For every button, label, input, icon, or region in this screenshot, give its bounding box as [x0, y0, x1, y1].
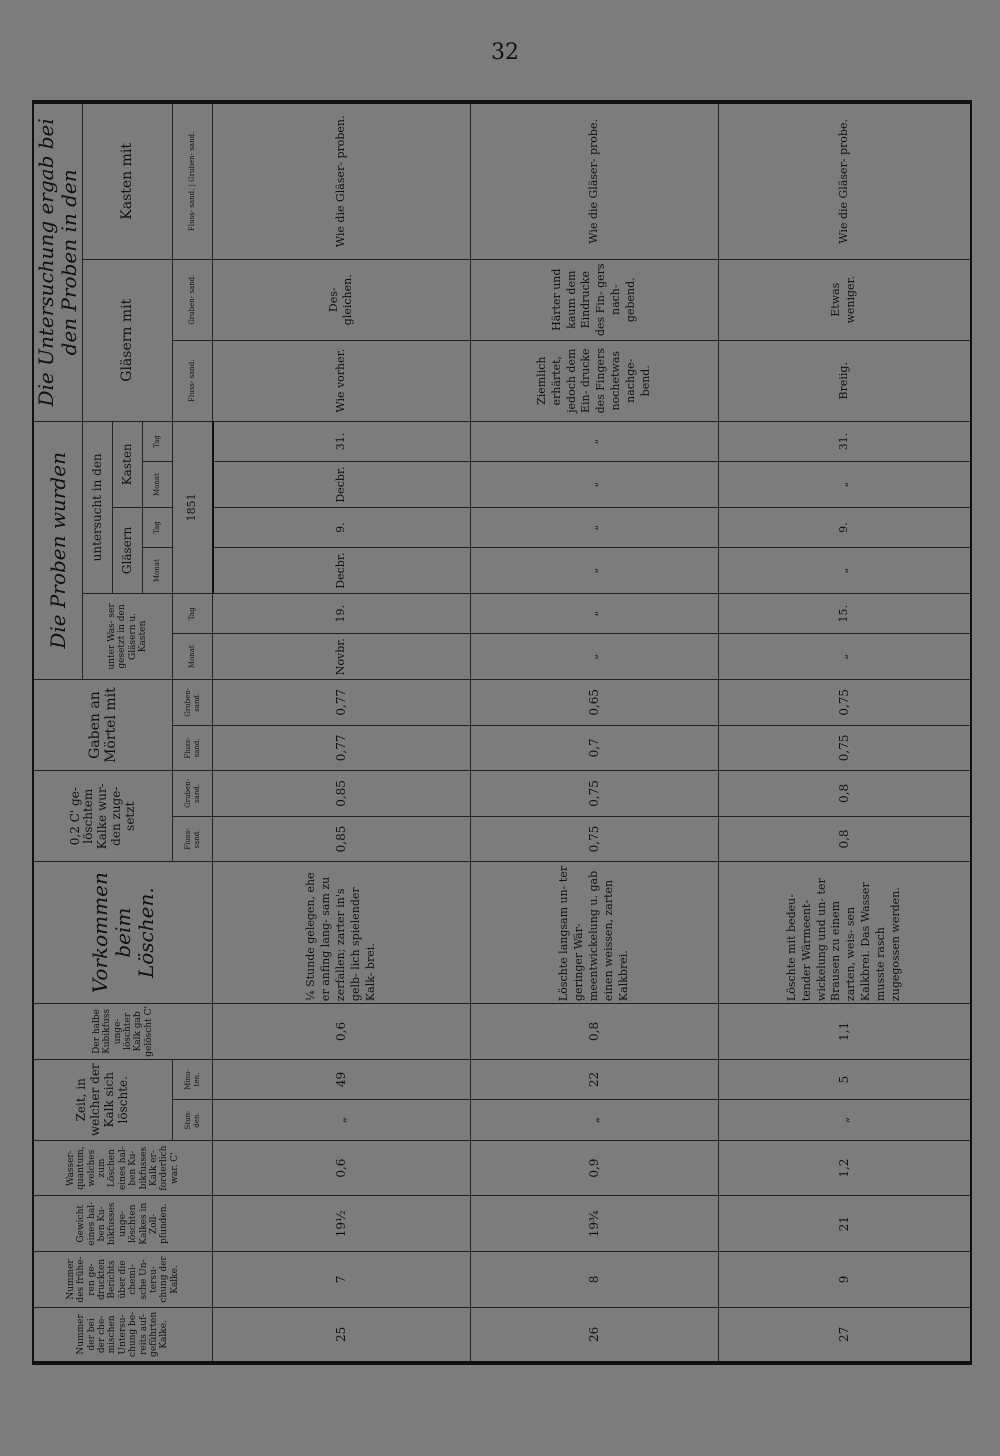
header-gewicht: Gewicht eines hal- ben Ku- bikfusses unge- löschten Kalkes in Zoll- pfunden. — [33, 1196, 213, 1252]
header-nummer-bei: Nummer der bei der che- mischen Untersu- chung be- reits auf- geführten Kalke. — [33, 1307, 213, 1363]
results-table — [32, 100, 972, 1365]
cell-zus-gruben: 0,75 — [470, 771, 718, 817]
header-gaben-moertel: Gaben an Mörtel mit — [33, 680, 173, 771]
header-monat-glaesern: Monat — [143, 548, 173, 594]
cell-nr: 27 — [718, 1307, 971, 1363]
header-proben-wurden: Die Proben wurden — [33, 421, 83, 679]
page-number: 32 — [491, 40, 519, 65]
cell-nr: 25 — [213, 1307, 471, 1363]
cell-uw-tag: 19. — [213, 593, 471, 634]
header-erg-kasten-sand: Fluss- sand. | Gruben- sand. — [173, 102, 213, 259]
cell-uk-tag: „ — [470, 421, 718, 462]
cell-uw-monat: „ — [470, 634, 718, 680]
header-zugesetzt: 0,2 C' ge- löschtem Kalke wur- den zuge- setzt — [33, 771, 173, 862]
cell-erg-kasten: Wie die Gläser- proben. — [213, 102, 471, 259]
header-moer-grubensand: Gruben- sand. — [173, 680, 213, 726]
cell-wasser: 0,9 — [470, 1140, 718, 1196]
cell-uk-tag: 31. — [718, 421, 971, 462]
header-uw-monat: Monat — [173, 634, 213, 680]
cell-uk-tag: 31. — [213, 421, 471, 462]
header-wasser: Wasser- quantum, welches zum Löschen eines hal- ben Ku- bikfusses Kalk er- forderlich war. C' — [33, 1140, 213, 1196]
header-tag-kasten: Tag — [143, 421, 173, 462]
cell-zus-fluss: 0,75 — [470, 816, 718, 862]
header-untersuchung: Die Untersuchung ergab bei den Proben in den — [33, 102, 83, 421]
cell-zeit-min: 22 — [470, 1059, 718, 1100]
header-glaesern: Gläsern — [113, 507, 143, 593]
cell-moer-fluss: 0,75 — [718, 725, 971, 771]
table-row — [213, 102, 471, 1363]
cell-moer-gruben: 0,65 — [470, 680, 718, 726]
cell-erg-kasten: Wie die Gläser- probe. — [718, 102, 971, 259]
cell-wasser: 1,2 — [718, 1140, 971, 1196]
header-year: 1851 — [173, 421, 213, 593]
header-kasten-mit: Kasten mit — [83, 102, 173, 259]
rotated-table-container — [32, 100, 972, 1365]
cell-moer-gruben: 0,77 — [213, 680, 471, 726]
cell-gab: 1,1 — [718, 1004, 971, 1060]
header-halbe: Der halbe Kubikfuss unge- löschter Kalk gab gelöscht C' — [33, 1004, 213, 1060]
cell-uw-monat: Novbr. — [213, 634, 471, 680]
cell-vorkommen: Löschte mit bedeu- tender Wärmeent- wickelung und un- ter Brausen zu einem zarten, weis- sen Kalkbrei. Das Wasser musste rasch zugegossen werden. — [718, 862, 971, 1004]
cell-gewicht: 19½ — [213, 1196, 471, 1252]
cell-zus-gruben: 0,85 — [213, 771, 471, 817]
cell-ug-monat: Decbr. — [213, 548, 471, 594]
header-untersucht: untersucht in den — [83, 421, 113, 593]
header-minuten: Minu- ten. — [173, 1059, 213, 1100]
header-erg-flusssand: Fluss- sand. — [173, 340, 213, 421]
cell-zus-fluss: 0,85 — [213, 816, 471, 862]
header-stunden: Stun- den. — [173, 1100, 213, 1141]
cell-erg-glaeser-fluss: Breiig. — [718, 340, 971, 421]
cell-zeit-std: „ — [213, 1100, 471, 1141]
cell-erg-glaeser-fluss: Ziemlich erhärtet, jedoch dem Ein- drucke des Fingers nochetwas nachge- bend. — [470, 340, 718, 421]
cell-uw-tag: „ — [470, 593, 718, 634]
cell-erg-glaeser-gruben: Härter und kaum dem Eindrucke des Fin- gers nach- gebend. — [470, 259, 718, 340]
cell-zeit-std: „ — [470, 1100, 718, 1141]
cell-ug-tag: 9. — [213, 507, 471, 548]
cell-ug-monat: „ — [470, 548, 718, 594]
cell-gab: 0,8 — [470, 1004, 718, 1060]
cell-uk-monat: „ — [718, 462, 971, 508]
cell-moer-gruben: 0,75 — [718, 680, 971, 726]
cell-erg-glaeser-gruben: Des- gleichen. — [213, 259, 471, 340]
cell-wasser: 0,6 — [213, 1140, 471, 1196]
table-row — [718, 102, 971, 1363]
cell-zus-gruben: 0,8 — [718, 771, 971, 817]
cell-gewicht: 21 — [718, 1196, 971, 1252]
header-zus-flusssand: Fluss- sand. — [173, 816, 213, 862]
table-row — [470, 102, 718, 1363]
header-monat-kasten: Monat — [143, 462, 173, 508]
cell-moer-fluss: 0,7 — [470, 725, 718, 771]
header-erg-grubensand: Gruben- sand. — [173, 259, 213, 340]
table-stage — [32, 100, 972, 1365]
cell-nr: 26 — [470, 1307, 718, 1363]
cell-nr-frueh: 9 — [718, 1252, 971, 1308]
cell-gab: 0,6 — [213, 1004, 471, 1060]
header-tag-glaesern: Tag — [143, 507, 173, 548]
header-nummer-des: Nummer des frühe- ren ge- druckten Berichts über die chemi- sche Un- tersu- chung der Kalke. — [33, 1252, 213, 1308]
cell-nr-frueh: 7 — [213, 1252, 471, 1308]
cell-ug-tag: 9. — [718, 507, 971, 548]
cell-zeit-min: 49 — [213, 1059, 471, 1100]
cell-nr-frueh: 8 — [470, 1252, 718, 1308]
header-zus-grubensand: Gruben- sand. — [173, 771, 213, 817]
cell-erg-kasten: Wie die Gläser- probe. — [470, 102, 718, 259]
cell-erg-glaeser-gruben: Etwas weniger. — [718, 259, 971, 340]
header-zeit: Zeit, in welcher der Kalk sich löschte. — [33, 1059, 173, 1140]
cell-uw-tag: 15. — [718, 593, 971, 634]
cell-moer-fluss: 0,77 — [213, 725, 471, 771]
cell-uk-monat: Decbr. — [213, 462, 471, 508]
cell-zeit-std: „ — [718, 1100, 971, 1141]
header-uw-tag: Tag — [173, 593, 213, 634]
cell-zus-fluss: 0,8 — [718, 816, 971, 862]
cell-erg-glaeser-fluss: Wie vorher. — [213, 340, 471, 421]
cell-ug-tag: „ — [470, 507, 718, 548]
cell-gewicht: 19¾ — [470, 1196, 718, 1252]
cell-uk-monat: „ — [470, 462, 718, 508]
cell-vorkommen: Löschte langsam un- ter geringer Wär- meentwickelung u. gab einen weissen, zarten Kalkbrei. — [470, 862, 718, 1004]
cell-vorkommen: ¼ Stunde gelegen, ehe er anfing lang- sam zu zerfallen; zarter in's gelb- lich spielender Kalk- brei. — [213, 862, 471, 1004]
header-unter-wasser: unter Was- ser gesetzt in den Gläsern u. Kasten — [83, 593, 173, 679]
header-moer-flusssand: Fluss- sand. — [173, 725, 213, 771]
header-kasten: Kasten — [113, 421, 143, 507]
cell-uw-monat: „ — [718, 634, 971, 680]
cell-ug-monat: „ — [718, 548, 971, 594]
header-glaesern-mit: Gläsern mit — [83, 259, 173, 421]
header-vorkommen: Vorkommen beim Löschen. — [33, 862, 213, 1004]
cell-zeit-min: 5 — [718, 1059, 971, 1100]
